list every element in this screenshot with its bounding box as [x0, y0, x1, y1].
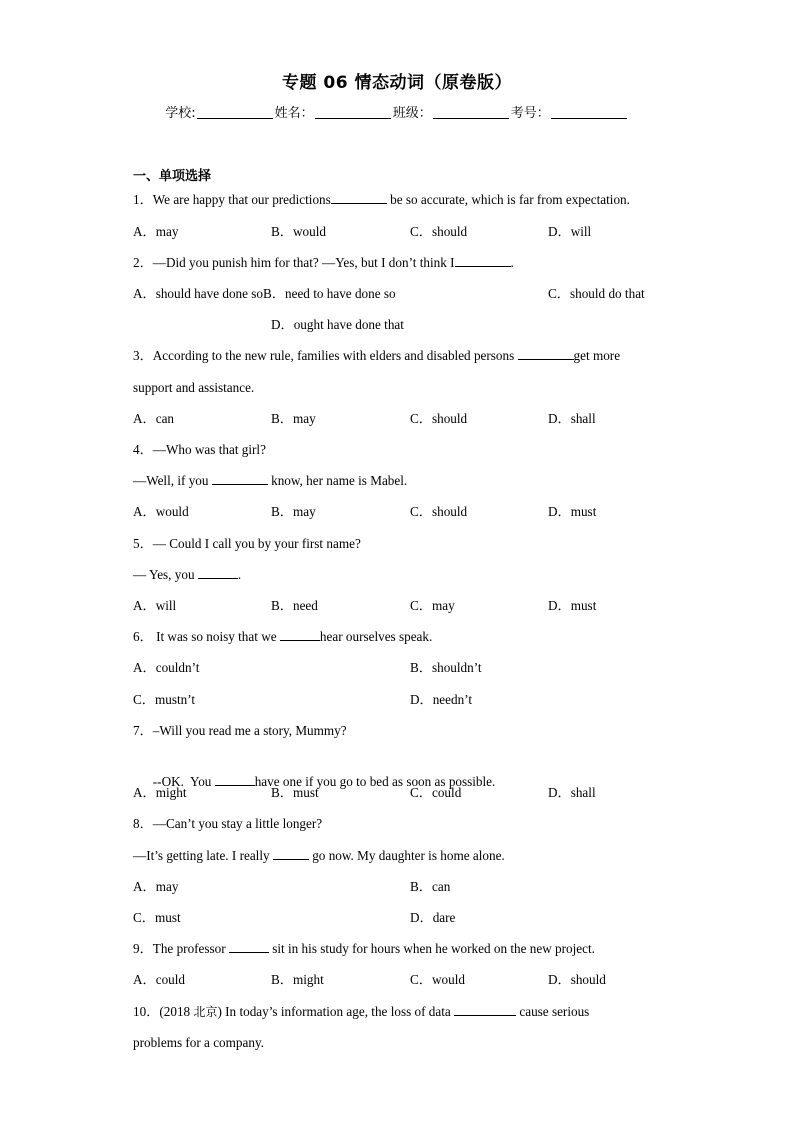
question-8-option-d[interactable]: D．dare [410, 910, 456, 925]
question-5-stem: 5．— Could I call you by your first name? [133, 536, 361, 551]
question-4-option-a[interactable]: A．would [133, 504, 189, 519]
question-7-stem: 7．–Will you read me a story, Mummy? [133, 723, 347, 738]
school-blank[interactable] [197, 118, 273, 119]
answer-blank[interactable] [229, 939, 269, 953]
question-6-option-b[interactable]: B．shouldn’t [410, 660, 482, 675]
question-4-stem-line-2: —Well, if you know, her name is Mabel. [133, 473, 408, 488]
question-1-option-b[interactable]: B．would [271, 224, 326, 239]
question-2-stem: 2．—Did you punish him for that? —Yes, but I don’t think I . [133, 255, 514, 270]
question-6-option-d[interactable]: D．needn’t [410, 692, 473, 707]
question-3-option-a[interactable]: A．can [133, 411, 175, 426]
question-1-option-a[interactable]: A．may [133, 224, 179, 239]
school-label: 学校: [165, 106, 196, 121]
question-10-stem: 10．(2018 北京) In today’s information age, the loss of data cause serious [133, 1004, 590, 1019]
question-2-option-d[interactable]: D．ought have done that [271, 317, 404, 332]
question-9-stem: 9．The professor sit in his study for hours when he worked on the new project. [133, 941, 595, 956]
question-5-option-c[interactable]: C．may [410, 598, 455, 613]
answer-blank[interactable] [198, 565, 238, 579]
answer-blank[interactable] [518, 346, 574, 360]
question-8-stem: 8．—Can’t you stay a little longer? [133, 816, 323, 831]
question-3-option-b[interactable]: B．may [271, 411, 316, 426]
class-label: 班级： [392, 106, 432, 121]
answer-blank[interactable] [215, 772, 255, 786]
question-2-option-ab[interactable]: A．should have done soB．need to have done so [133, 286, 396, 301]
question-3-stem-line-2: support and assistance. [133, 380, 255, 395]
question-7-option-c[interactable]: C．could [410, 785, 462, 800]
question-3-option-d[interactable]: D．shall [548, 411, 596, 426]
name-label: 姓名： [274, 106, 314, 121]
question-8-option-a[interactable]: A．may [133, 879, 179, 894]
answer-blank[interactable] [455, 253, 511, 267]
question-8-stem-line-2: —It’s getting late. I really go now. My daughter is home alone. [133, 848, 505, 863]
question-4-option-c[interactable]: C．should [410, 504, 468, 519]
answer-blank[interactable] [454, 1002, 516, 1016]
question-4-option-b[interactable]: B．may [271, 504, 316, 519]
question-5-option-a[interactable]: A．will [133, 598, 177, 613]
page-title: 专题 06 情态动词（原卷版） [282, 73, 512, 93]
question-3-stem: 3．According to the new rule, families with elders and disabled persons get more [133, 348, 621, 363]
question-5-stem-line-2: — Yes, you . [133, 567, 242, 582]
name-blank[interactable] [315, 118, 391, 119]
question-9-option-c[interactable]: C．would [410, 972, 465, 987]
number-label: 考号： [510, 106, 550, 121]
answer-blank[interactable] [212, 471, 268, 485]
student-info-line [0, 102, 794, 121]
number-blank[interactable] [551, 118, 627, 119]
question-7-stem-line-2: --OK. You have one if you go to bed as soon as possible. [146, 774, 496, 789]
question-9-option-a[interactable]: A．could [133, 972, 186, 987]
answer-blank[interactable] [331, 190, 387, 204]
question-1-option-d[interactable]: D．will [548, 224, 592, 239]
question-4-stem: 4．—Who was that girl? [133, 442, 266, 457]
question-7-option-a[interactable]: A．might [133, 785, 187, 800]
question-5-option-b[interactable]: B．need [271, 598, 318, 613]
question-8-option-c[interactable]: C．must [133, 910, 181, 925]
question-6-option-a[interactable]: A．couldn’t [133, 660, 200, 675]
class-blank[interactable] [433, 118, 509, 119]
question-5-option-d[interactable]: D．must [548, 598, 597, 613]
question-8-option-b[interactable]: B．can [410, 879, 451, 894]
question-1-stem: 1．We are happy that our predictions be so accurate, which is far from expectation. [133, 192, 630, 207]
question-1-option-c[interactable]: C．should [410, 224, 468, 239]
answer-blank[interactable] [280, 627, 320, 641]
source-place: 北京 [193, 1005, 218, 1019]
question-10-stem-line-2: problems for a company. [133, 1035, 264, 1050]
question-6-option-c[interactable]: C．mustn’t [133, 692, 196, 707]
question-6-stem: 6． It was so noisy that we hear ourselves speak. [133, 629, 433, 644]
question-9-option-b[interactable]: B．might [271, 972, 324, 987]
question-2-option-c[interactable]: C．should do that [548, 286, 645, 301]
question-3-option-c[interactable]: C．should [410, 411, 468, 426]
question-9-option-d[interactable]: D．should [548, 972, 606, 987]
question-7-option-b[interactable]: B．must [271, 785, 319, 800]
answer-blank[interactable] [273, 846, 309, 860]
question-7-option-d[interactable]: D．shall [548, 785, 596, 800]
section-title: 一、单项选择 [133, 169, 212, 184]
question-4-option-d[interactable]: D．must [548, 504, 597, 519]
